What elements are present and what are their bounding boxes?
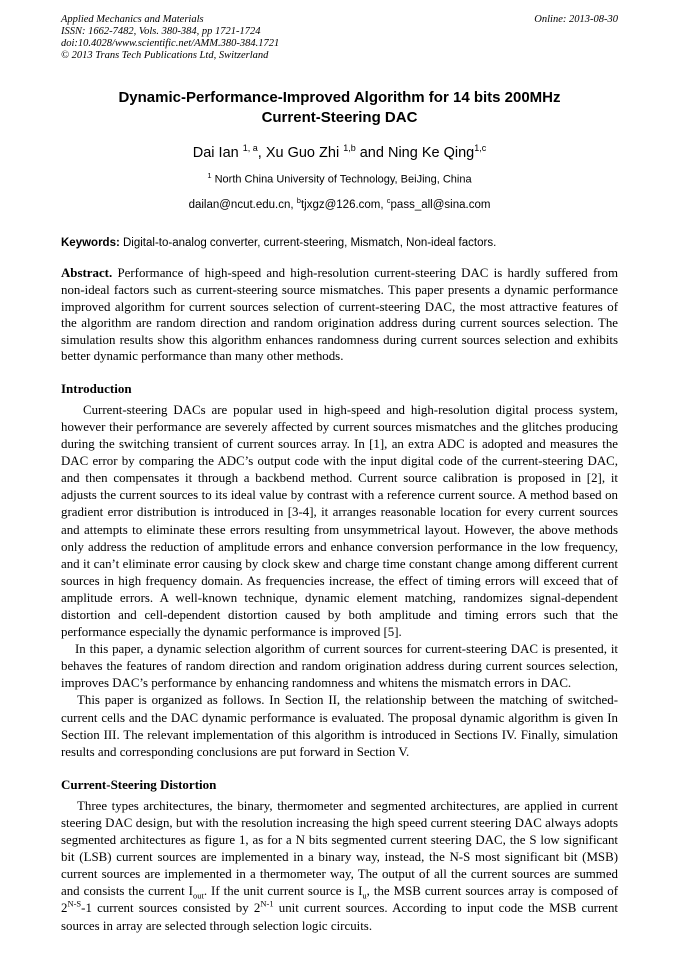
keywords-line [61,236,618,250]
affiliation-line: $^1$ North China University of Technology, BeiJing, China [207,170,472,186]
section-heading-introduction: Introduction [61,380,132,396]
abstract-text: Performance of high-speed and high-resolution current-steering DAC is hardly suffered from non-ideal factors such as current-steering source mismatches. This paper presents a dynamic performance improved algorithm for current sources selection of current-steering DAC, the most attractive features of the algorithm are random direction and random origination address during current sources selection. The simulation results show this algorithm enhances randomness during current sources selection and exhibits better dynamic performance than many other methods. [61,266,618,364]
abstract-label: Abstract. [61,266,113,281]
authors-line: Dai Ian $^{1, a}$, Xu Guo Zhi $^{1,b}$ and Ning Ke Qing$^{1,c}$ [192,143,487,161]
introduction-paragraph-1: Current-steering DACs are popular used in high-speed and high-resolution digital process system, however their performance are severely affected by current sources mismatches and the glitches producing during the switching transient of current sources array. In [1], an extra ADC is adopted and measures the DAC error by comparing the ADC’s output code with the input digital code of the current-steering DAC, and then compensates it through a backbend method. Current source calibration is proposed in [2], it adjusts the current sources to its ideal value by contrast with a reference current source. A method based on gradient error distribution is introduced in [3-4], it arranges reasonable location for every current sources and attempts to eliminate these errors resulting from unsymmetrical layout. However, the above methods only address the reduction of amplitude errors and enhance conversion performance in the low frequency, and it can’t eliminate error causing by clock skew and charge time constant change among different current sources in high frequency domain. As frequencies increase, the effect of timing errors will exceed that of amplitude errors. A well-known technique, dynamic element matching, randomizes signal-dependent distortion and cell-dependent distortion caused by both amplitude and timing errors such that the performance especially the dynamic performance is improved [5]. [61,402,618,640]
keywords-text: Digital-to-analog converter, current-steering, Mismatch, Non-ideal factors. [119,237,497,250]
keywords-label: Keywords: [61,237,120,250]
doi-line: doi:10.4028/www.scientific.net/AMM.380-384.1721 [61,38,280,49]
abstract-paragraph [61,265,618,365]
paper-title: Dynamic-Performance-Improved Algorithm for 14 bits 200MHz Current-Steering DAC [118,89,561,126]
journal-info [61,14,279,62]
introduction-paragraph-3: This paper is organized as follows. In Section II, the relationship between the matching of switched-current cells and the DAC dynamic performance is evaluated. The proposal dynamic algorithm is given In Section III. The relevant implementation of this algorithm is introduced in Sections IV. Finally, simulation results and corresponding conclusions are put forward in Section V. [61,693,618,759]
current-steering-distortion-paragraph-1: Three types architectures, the binary, thermometer and segmented architectures, are applied in current steering DAC design, but with the resolution increasing the high speed current steering DAC always adopts segmented architectures as figure 1, as for a N bits segmented current steering DAC, the S low significant bit (LSB) current sources are implemented in a binary way, instead, the N-S most significant bit (MSB) current sources are implemented in a thermometer way, The output of all the current sources are summed and consists the current $I_{out}$. If the unit current source is $I_u$, the MSB current sources array is composed of $2^{N-S}-1$ current sources consisted by $2^{N-1}$ unit current sources. According to input code the MSB current sources in array are selected through selection logic circuits. [61,798,619,933]
emails-line: dailan@ncut.edu.cn, $^b$tjxgz@126.com, $^c$pass_all@sina.com [188,196,491,212]
journal-name: Applied Mechanics and Materials [61,14,204,25]
introduction-paragraph-2: In this paper, a dynamic selection algorithm of current sources for current-steering DAC is presented, it behaves the features of random direction and random origination address during current sources selection, improves DAC’s performance by enhancing randomness and whitens the mismatch errors in DAC. [61,642,618,691]
online-date: Online: 2013-08-30 [534,14,618,25]
section-heading-current-steering-distortion: Current-Steering Distortion [61,776,217,792]
issn-line: ISSN: 1662-7482, Vols. 380-384, pp 1721-1724 [61,26,261,37]
page-header [61,14,618,62]
copyright-line: © 2013 Trans Tech Publications Ltd, Switzerland [61,50,269,61]
